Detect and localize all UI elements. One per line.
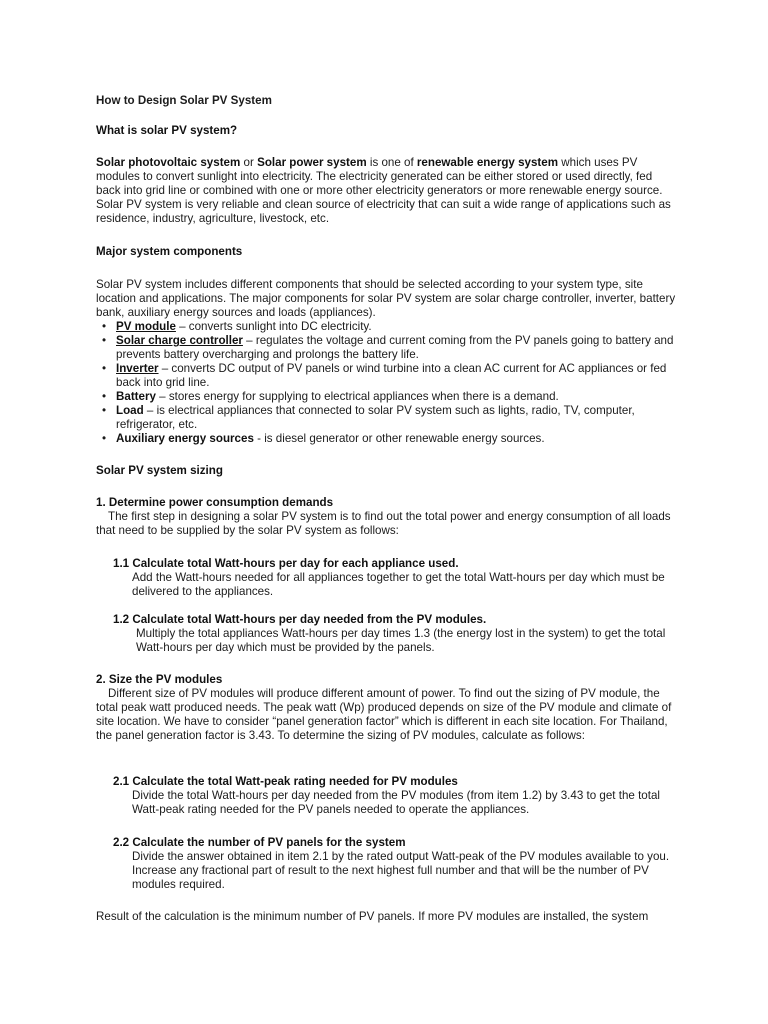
component-name: Battery bbox=[116, 390, 156, 403]
component-item bbox=[96, 404, 676, 432]
component-name: Solar charge controller bbox=[116, 334, 243, 347]
intro-paragraph bbox=[96, 156, 676, 226]
what-is-heading: What is solar PV system? bbox=[96, 124, 238, 137]
step21-heading: 2.1 Calculate the total Watt-peak rating needed for PV modules bbox=[113, 775, 458, 788]
step12-heading: 1.2 Calculate total Watt-hours per day needed from the PV modules. bbox=[113, 613, 487, 626]
step22-heading: 2.2 Calculate the number of PV panels for the system bbox=[113, 836, 406, 849]
component-item bbox=[96, 390, 676, 404]
component-name: Auxiliary energy sources bbox=[116, 432, 254, 445]
components-list bbox=[96, 320, 676, 446]
component-name: PV module bbox=[116, 320, 176, 333]
term-renewable-energy: renewable energy system bbox=[416, 156, 559, 169]
step12-text: Multiply the total appliances Watt-hours per day times 1.3 (the energy lost in the system) to get the total Watt-hours per day which must be provided by the panels. bbox=[136, 627, 666, 654]
step2-text: Different size of PV modules will produce different amount of power. To find out the sizing of PV module, the total peak watt produced needs. The peak watt (Wp) produced depends on size of the PV module and climate of site location. We have to consider “panel generation factor” which is different in each site location. For Thailand, the panel generation factor is 3.43. To determine the sizing of PV modules, calculate as follows: bbox=[96, 687, 672, 742]
component-desc: – converts sunlight into DC electricity. bbox=[175, 320, 372, 333]
component-item bbox=[96, 432, 676, 446]
component-desc: – stores energy for supplying to electrical appliances when there is a demand. bbox=[155, 390, 559, 403]
major-components-heading: Major system components bbox=[96, 245, 243, 258]
intro-text-or: or bbox=[240, 156, 258, 169]
step2-heading: 2. Size the PV modules bbox=[96, 673, 223, 686]
component-desc: - is diesel generator or other renewable energy sources. bbox=[253, 432, 545, 445]
step11-text: Add the Watt-hours needed for all appliances together to get the total Watt-hours per day which must be delivered to the appliances. bbox=[132, 571, 665, 598]
doc-title: How to Design Solar PV System bbox=[96, 94, 272, 107]
step11-heading: 1.1 Calculate total Watt-hours per day for each appliance used. bbox=[113, 557, 459, 570]
component-name: Inverter bbox=[116, 362, 159, 375]
component-desc: – converts DC output of PV panels or wind turbine into a clean AC current for AC appliances or fed back into grid line. bbox=[116, 362, 667, 389]
component-name: Load bbox=[116, 404, 144, 417]
intro-text-one-of: is one of bbox=[366, 156, 417, 169]
major-intro-paragraph: Solar PV system includes different components that should be selected according to your system type, site location and applications. The major components for solar PV system are solar charge controller, inverter, battery bank, auxiliary energy sources and loads (appliances). bbox=[96, 278, 676, 319]
component-item bbox=[96, 362, 676, 390]
term-solar-power-system: Solar power system bbox=[257, 156, 367, 169]
step22-text: Divide the answer obtained in item 2.1 by the rated output Watt-peak of the PV modules available to you. Increase any fractional part of result to the next highest full number and that will be the number of PV modules required. bbox=[132, 850, 670, 891]
component-item bbox=[96, 320, 676, 334]
step1-text: The first step in designing a solar PV system is to find out the total power and energy consumption of all loads that need to be supplied by the solar PV system as follows: bbox=[96, 510, 671, 537]
component-desc: – is electrical appliances that connected to solar PV system such as lights, radio, TV, computer, refrigerator, etc. bbox=[116, 404, 635, 431]
component-item bbox=[96, 334, 676, 362]
component-desc: – regulates the voltage and current coming from the PV panels going to battery and prevents battery overcharging and prolongs the battery life. bbox=[116, 334, 674, 361]
term-solar-photovoltaic: Solar photovoltaic system bbox=[96, 156, 241, 169]
result-text: Result of the calculation is the minimum number of PV panels. If more PV modules are installed, the system bbox=[96, 910, 649, 923]
sizing-heading: Solar PV system sizing bbox=[96, 464, 223, 477]
step1-heading: 1. Determine power consumption demands bbox=[96, 496, 334, 509]
intro-text-rest: which uses PV modules to convert sunlight into electricity. The electricity generated can be either stored or used directly, fed back into grid line or combined with one or more other electricity generators or more renewable energy source. Solar PV system is very reliable and clean source of electricity that can suit a wide range of applications such as residence, industry, agriculture, livestock, etc. bbox=[96, 156, 671, 225]
step21-text: Divide the total Watt-hours per day needed from the PV modules (from item 1.2) by 3.43 to get the total Watt-peak rating needed for the PV panels needed to operate the appliances. bbox=[132, 789, 660, 816]
